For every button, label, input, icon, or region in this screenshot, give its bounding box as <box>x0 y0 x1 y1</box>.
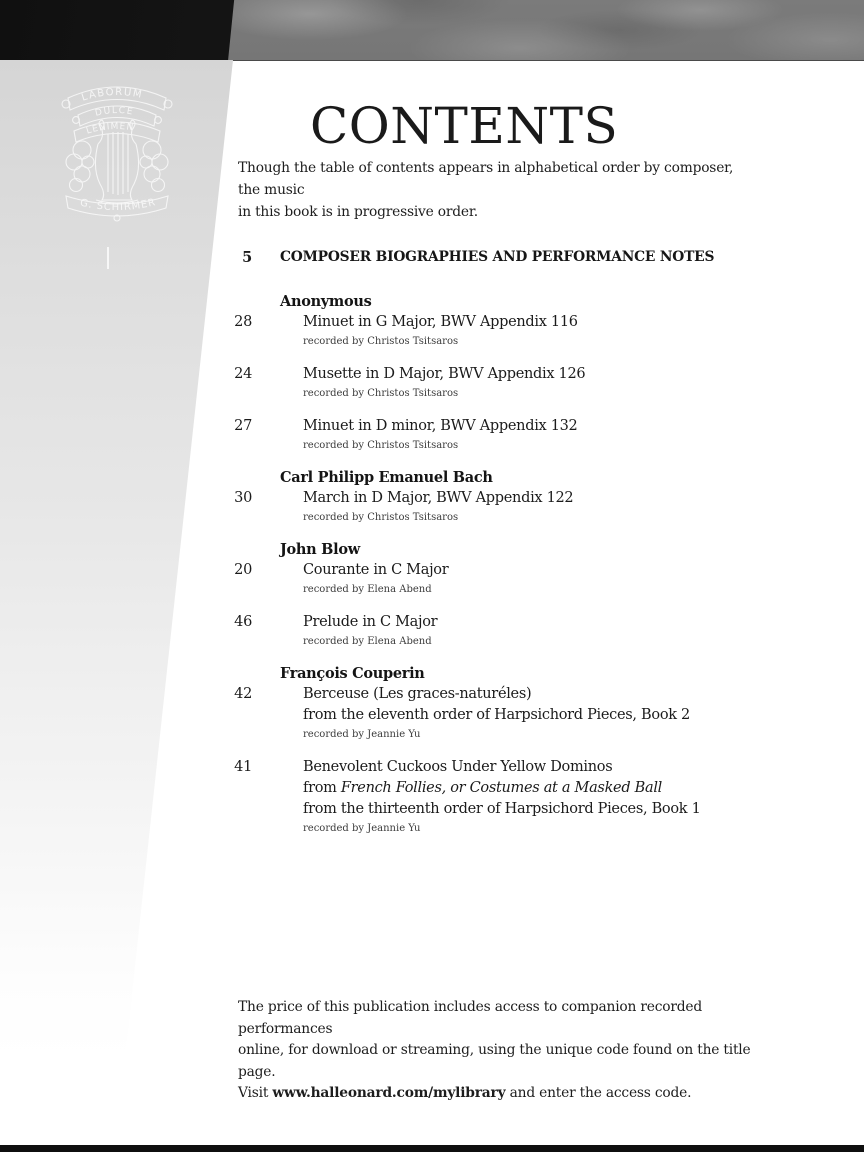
header-band-dark-corner <box>0 0 864 60</box>
recorded-by: recorded by Jeannie Yu <box>303 823 421 834</box>
page-title: CONTENTS <box>310 97 619 155</box>
text-line <box>238 201 758 223</box>
text-line <box>238 1083 763 1105</box>
toc-entry <box>234 684 758 744</box>
toc-group <box>234 291 758 455</box>
toc-entry <box>234 560 758 599</box>
toc-entry <box>234 416 758 455</box>
text-line <box>303 488 758 509</box>
recorded-by: recorded by Christos Tsitsaros <box>303 440 459 451</box>
svg-text:G. SCHIRMER: G. SCHIRMER <box>78 197 158 214</box>
page-number: 20 <box>234 562 252 578</box>
text-line <box>303 778 758 799</box>
text-segment: Berceuse (Les graces-naturéles) <box>303 686 532 702</box>
text-segment: Benevolent Cuckoos Under Yellow Dominos <box>303 759 613 775</box>
toc-group <box>234 467 758 527</box>
page-number: 5 <box>242 249 252 266</box>
text-line <box>303 416 758 437</box>
recorded-by: recorded by Jeannie Yu <box>303 729 421 740</box>
toc-entry <box>234 488 758 527</box>
text-segment: Though the table of contents appears in alphabetical order by composer, the music <box>238 160 734 198</box>
composer-name: John Blow <box>280 541 360 558</box>
text-segment: from the thirteenth order of Harpsichord Pieces, Book 1 <box>303 801 701 817</box>
text-line <box>303 560 758 581</box>
svg-text:LABORUM: LABORUM <box>80 86 144 104</box>
svg-text:DULCE: DULCE <box>94 105 135 119</box>
bottom-black-bar <box>0 1145 864 1152</box>
text-line <box>238 157 758 201</box>
text-segment: Prelude in C Major <box>303 614 438 630</box>
toc-entry <box>234 612 758 651</box>
page-number: 46 <box>234 614 252 630</box>
sidebar-faint-mark <box>107 247 109 269</box>
composer-name: Anonymous <box>280 293 372 310</box>
composer-name: François Couperin <box>280 665 425 682</box>
page-number: 24 <box>234 366 252 382</box>
text-segment: Musette in D Major, BWV Appendix 126 <box>303 366 586 382</box>
table-of-contents <box>234 247 758 838</box>
text-segment: and enter the access code. <box>505 1085 692 1101</box>
page-number: 28 <box>234 314 252 330</box>
text-segment: www.halleonard.com/mylibrary <box>272 1085 506 1101</box>
text-segment: Visit <box>238 1085 273 1101</box>
toc-section-label: COMPOSER BIOGRAPHIES AND PERFORMANCE NOTES <box>280 249 715 265</box>
toc-group <box>234 539 758 651</box>
text-line <box>303 705 758 726</box>
text-segment: French Follies, or Costumes at a Masked Ball <box>340 780 663 796</box>
toc-entry <box>234 364 758 403</box>
text-line <box>238 1040 763 1083</box>
text-line <box>303 612 758 633</box>
page-number: 41 <box>234 759 252 775</box>
toc-groups <box>234 291 758 838</box>
text-segment: in this book is in progressive order. <box>238 204 478 220</box>
recorded-by: recorded by Christos Tsitsaros <box>303 388 459 399</box>
text-line <box>303 312 758 333</box>
svg-text:LENIMEN: LENIMEN <box>85 121 135 137</box>
recorded-by: recorded by Christos Tsitsaros <box>303 336 459 347</box>
page-number: 30 <box>234 490 252 506</box>
text-segment: from the eleventh order of Harpsichord Pieces, Book 2 <box>303 707 690 723</box>
recorded-by: recorded by Elena Abend <box>303 584 432 595</box>
footer-text <box>238 997 763 1105</box>
text-line <box>303 799 758 820</box>
composer-name: Carl Philipp Emanuel Bach <box>280 469 493 486</box>
page-number: 27 <box>234 418 252 434</box>
text-segment: March in D Major, BWV Appendix 122 <box>303 490 574 506</box>
text-line <box>238 997 763 1040</box>
smoky-header-band <box>0 0 864 61</box>
recorded-by: recorded by Christos Tsitsaros <box>303 512 459 523</box>
text-segment: online, for download or streaming, using the unique code found on the title page. <box>238 1042 751 1080</box>
text-segment: from <box>303 780 341 796</box>
text-segment: Minuet in G Major, BWV Appendix 116 <box>303 314 578 330</box>
toc-group <box>234 663 758 838</box>
intro-text <box>238 157 758 223</box>
text-line <box>303 757 758 778</box>
toc-section-header <box>238 247 758 268</box>
page-number: 42 <box>234 686 252 702</box>
text-line <box>303 684 758 705</box>
recorded-by: recorded by Elena Abend <box>303 636 432 647</box>
toc-entry <box>234 757 758 838</box>
text-segment: The price of this publication includes access to companion recorded performances <box>238 999 703 1037</box>
g-schirmer-crest-logo <box>52 72 182 222</box>
toc-entry <box>234 312 758 351</box>
text-segment: Minuet in D minor, BWV Appendix 132 <box>303 418 578 434</box>
text-line <box>303 364 758 385</box>
text-segment: Courante in C Major <box>303 562 449 578</box>
